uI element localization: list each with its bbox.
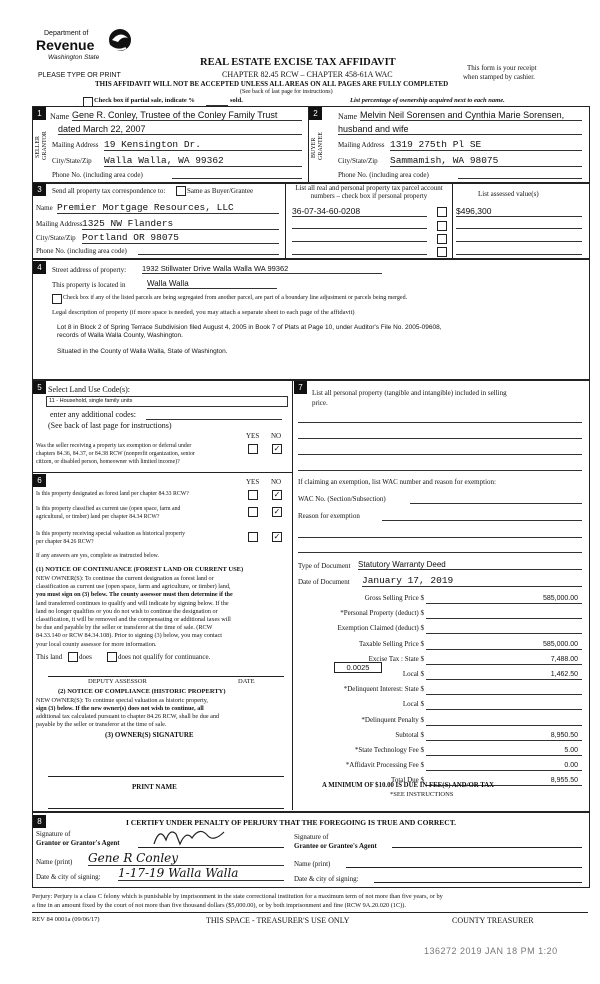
corr-name-field[interactable]: Premier Mortgage Resources, LLC xyxy=(57,202,279,214)
grantor-date-city-field[interactable]: 1-17-19 Walla Walla xyxy=(118,866,284,881)
current-use-yes-checkbox[interactable] xyxy=(248,507,258,517)
tax-row-label: Excise Tax : State $ xyxy=(368,654,424,663)
section-8-number: 8 xyxy=(33,815,46,828)
tax-row-value-field[interactable] xyxy=(426,717,582,726)
treasurer-use-label: THIS SPACE - TREASURER'S USE ONLY xyxy=(206,916,350,925)
print-name-label: PRINT NAME xyxy=(132,783,177,791)
section-1-number: 1 xyxy=(33,107,46,120)
dept-line2: Revenue xyxy=(36,37,95,53)
grantee-signature-label: Signature of Grantee or Grantee's Agent xyxy=(294,833,377,850)
dor-logo xyxy=(36,26,136,66)
same-as-buyer-checkbox[interactable] xyxy=(176,186,186,196)
deputy-assessor-line[interactable] xyxy=(48,676,284,677)
exemption-reason-field[interactable] xyxy=(382,513,582,521)
tax-row-label: Subtotal $ xyxy=(395,730,424,739)
land-does-not-checkbox[interactable] xyxy=(107,652,117,662)
section6-yes-header: YES xyxy=(246,478,260,486)
grantor-side-label: GRANTOR xyxy=(42,131,48,160)
current-use-question: Is this property classified as current use (open space, farm and agricultural, or timber) land per chapter 84.34 RCW? xyxy=(36,506,181,520)
legal-description-line2: records of Walla Walla County, Washington. xyxy=(57,332,183,339)
tax-row-label: *Personal Property (deduct) $ xyxy=(340,609,424,618)
section-3-number: 3 xyxy=(33,183,46,196)
grantee-date-city-label: Date & city of signing: xyxy=(294,875,359,883)
exemption-yes-checkbox[interactable] xyxy=(248,444,258,454)
buyer-phone-field[interactable] xyxy=(458,170,582,179)
tax-row-value: 8,950.50 xyxy=(550,731,578,739)
grantee-name-print-label: Name (print) xyxy=(294,860,331,868)
grantor-signature-mark xyxy=(150,822,230,848)
see-back-note: (See back of last page for instructions) xyxy=(240,89,333,95)
parcel-personal-checkbox-2[interactable] xyxy=(437,221,447,231)
buyer-name-label: Name xyxy=(338,112,358,121)
parcel-number-field[interactable]: 36-07-34-60-0208 xyxy=(292,206,427,217)
exemption-question: Was the seller receiving a property tax exemption or deferral under chapters 84.36, 84.37, or 84.38 RCW (nonprofit organization, senior citizen, or disabled person, homeowner with limited income)? xyxy=(36,443,195,465)
personal-property-line3[interactable] xyxy=(298,448,582,455)
not-accepted-note: THIS AFFIDAVIT WILL NOT BE ACCEPTED UNLESS ALL AREAS ON ALL PAGES ARE FULLY COMPLETED xyxy=(95,80,449,88)
personal-property-line4[interactable] xyxy=(298,464,582,471)
send-correspondence-label: Send all property tax correspondence to: xyxy=(52,187,166,195)
wac-label: WAC No. (Section/Subsection) xyxy=(298,495,386,503)
legal-description-label: Legal description of property (if more space is needed, you may attach a separate sheet to each page of the affidavit) xyxy=(52,309,355,316)
parcel-number-field-2[interactable] xyxy=(292,220,427,229)
ownership-note: List percentage of ownership acquired next to each name. xyxy=(350,97,505,104)
historic-yes-checkbox[interactable] xyxy=(248,532,258,542)
tax-row-value: 585,000.00 xyxy=(542,640,578,648)
personal-property-line1[interactable] xyxy=(298,416,582,423)
please-type: PLEASE TYPE OR PRINT xyxy=(38,72,121,79)
notice-continuance-title: (1) NOTICE OF CONTINUANCE (FOREST LAND OR CURRENT USE) xyxy=(36,566,244,573)
forest-no-checkbox[interactable]: ✓ xyxy=(273,490,281,499)
tax-row-label: *Delinquent Penalty $ xyxy=(361,715,424,724)
notice-continuance-body: NEW OWNER(S): To continue the current designation as forest land or classification as current use (open space, farm and agriculture, or timber) land, you must sign on (3) below. The county assessor must then determine if the land transferred continues to qualify and will indicate by signing below. If the land no longer qualifies or you do not wish to continue the designation or classification, it will be removed and the compensating or additional taxes will be due and payable by the seller or transferor at the time of sale. (RCW 84.33.140 or RCW 84.34.108). Prior to signing (3) below, you may contact your local county assessor for more information. xyxy=(36,575,233,648)
tax-row-value-field[interactable] xyxy=(426,701,582,710)
local-rate-field[interactable]: 0.0025 xyxy=(334,662,382,673)
segregated-checkbox[interactable] xyxy=(52,294,62,304)
tax-row-value: 1,462.50 xyxy=(550,671,578,678)
buyer-mailing-field[interactable]: 1319 275th Pl SE xyxy=(390,139,582,151)
tax-row-label: Exemption Claimed (deduct) $ xyxy=(337,624,424,633)
land-does-not-label: does not qualify for continuance. xyxy=(118,653,211,661)
rev-number: REV 84 0001a (09/06/17) xyxy=(32,916,100,923)
section5-see-back: (See back of last page for instructions) xyxy=(48,421,172,430)
certify-statement: I CERTIFY UNDER PENALTY OF PERJURY THAT THE FOREGOING IS TRUE AND CORRECT. xyxy=(126,818,457,827)
form-title: REAL ESTATE EXCISE TAX AFFIDAVIT xyxy=(200,57,396,68)
seller-phone-field[interactable] xyxy=(172,170,302,179)
corr-name-label: Name xyxy=(36,204,53,212)
assessed-value-field[interactable]: $496,300 xyxy=(456,206,582,217)
tax-row-label: Gross Selling Price $ xyxy=(364,594,424,602)
tax-row-value-field[interactable] xyxy=(426,625,582,634)
deputy-assessor-label: DEPUTY ASSESSOR xyxy=(88,678,147,685)
dept-line3: Washington State xyxy=(48,54,100,61)
buyer-mailing-label: Mailing Address xyxy=(338,141,385,149)
parcel-personal-checkbox-3[interactable] xyxy=(437,234,447,244)
tax-row-value-field[interactable] xyxy=(426,610,582,619)
this-land-label: This land xyxy=(36,653,63,661)
grantor-date-city-label: Date & city of signing: xyxy=(36,873,101,881)
form-chapter: CHAPTER 82.45 RCW – CHAPTER 458-61A WAC xyxy=(222,70,393,79)
tax-row-label: *State Technology Fee $ xyxy=(354,746,424,754)
parcel-personal-checkbox-4[interactable] xyxy=(437,247,447,257)
seller-mailing-field[interactable]: 19 Kensington Dr. xyxy=(104,139,302,151)
notice-compliance-body: NEW OWNER(S): To continue special valuation as historic property, sign (3) below. If the new owner(s) does not wish to continue, all additional tax calculated pursuant to chapter 84.26 RCW, shall be due and payable by the seller or transferor at the time of sale. xyxy=(36,697,220,728)
current-use-no-checkbox[interactable]: ✓ xyxy=(273,507,281,516)
section6-no-header: NO xyxy=(271,478,282,486)
exemption-claim-note: If claiming an exemption, list WAC number and reason for exemption: xyxy=(298,478,496,486)
print-name-line[interactable] xyxy=(48,808,284,809)
seller-city-field[interactable]: Walla Walla, WA 99362 xyxy=(104,155,302,167)
land-does-checkbox[interactable] xyxy=(68,652,78,662)
section5-yes-header: YES xyxy=(246,432,260,440)
see-instructions-note: *SEE INSTRUCTIONS xyxy=(390,791,454,798)
historic-question: Is this property receiving special valuation as historical property per chapter 84.26 RCW? xyxy=(36,531,186,545)
notice-compliance-title: (2) NOTICE OF COMPLIANCE (HISTORIC PROPERTY) xyxy=(58,688,226,695)
section-7-number: 7 xyxy=(294,381,307,394)
tax-row-value: 8,955.50 xyxy=(550,777,578,785)
exemption-reason-line3[interactable] xyxy=(298,546,582,553)
seller-phone-label: Phone No. (including area code) xyxy=(52,171,143,179)
grantee-date-city-field[interactable] xyxy=(374,882,582,883)
exemption-reason-label: Reason for exemption xyxy=(298,512,360,520)
exemption-reason-line2[interactable] xyxy=(298,531,582,538)
owner-signature-title: (3) OWNER(S) SIGNATURE xyxy=(105,731,194,739)
tax-row-value: 585,000.00 xyxy=(542,595,578,602)
tax-row-label: *Affidavit Processing Fee $ xyxy=(345,761,424,770)
grantee-side-label: GRANTEE xyxy=(318,132,324,160)
parcel-number-field-4[interactable] xyxy=(292,246,427,255)
corr-phone-field[interactable] xyxy=(138,246,279,255)
personal-property-line2[interactable] xyxy=(298,432,582,439)
buyer-name-field[interactable]: Melvin Neil Sorensen and Cynthia Marie Sorensen, xyxy=(360,110,582,121)
doc-type-field[interactable]: Statutory Warranty Deed xyxy=(358,560,582,570)
corr-city-field[interactable]: Portland OR 98075 xyxy=(82,232,279,244)
receipt-stamp: 136272 2019 JAN 18 PM 1:20 xyxy=(424,946,558,956)
minimum-due-note: A MINIMUM OF $10.00 IS DUE IN FEE(S) AND/OR TAX xyxy=(322,782,495,789)
tax-row-value: 0.00 xyxy=(564,762,578,770)
parcel-personal-checkbox-1[interactable] xyxy=(437,207,447,217)
doc-type-label: Type of Document xyxy=(298,562,351,570)
tax-row-label: Local $ xyxy=(402,670,424,678)
grantee-name-print-field[interactable] xyxy=(346,867,582,868)
dept-line1: Department of xyxy=(44,30,89,37)
section-4-box xyxy=(32,258,590,380)
wac-field[interactable] xyxy=(410,496,582,504)
seller-mailing-label: Mailing Address xyxy=(52,141,99,149)
section-2-number: 2 xyxy=(309,107,322,120)
tax-row-label: Total Due $ xyxy=(391,776,424,785)
segregated-note: Check box if any of the listed parcels are being segregated from another parcel, are part of a boundary line adjustment or parcels being merged. xyxy=(63,295,408,301)
assessed-value-field-3[interactable] xyxy=(456,233,582,242)
street-address-label: Street address of property: xyxy=(52,266,127,274)
buyer-side-label: BUYER xyxy=(311,137,317,158)
corr-mailing-field[interactable]: 1325 NW Flanders xyxy=(82,218,279,230)
seller-side-label: SELLER xyxy=(35,136,41,158)
corr-city-label: City/State/Zip xyxy=(36,234,76,242)
additional-codes-field[interactable] xyxy=(146,411,282,420)
receipt-note2: when stamped by cashier. xyxy=(463,73,535,81)
buyer-name-line2[interactable]: husband and wife xyxy=(338,124,582,135)
grantor-name-print-field[interactable]: Gene R Conley xyxy=(88,851,284,866)
corr-mailing-label: Mailing Address xyxy=(36,220,83,228)
corr-phone-label: Phone No. (including area code) xyxy=(36,247,127,255)
parcel-list-header: List all real and personal property tax parcel account numbers – check box if personal property xyxy=(295,184,443,200)
forest-land-question: Is this property designated as forest land per chapter 84.33 RCW? xyxy=(36,491,189,497)
perjury-note: Perjury: Perjury is a class C felony which is punishable by imprisonment in the state correctional institution for a maximum term of not more than five years, or by a fine in an amount fixed by the court of not more than five thousand dollars ($5,000.00), or by both imprisonment and fine (RCW 9A.20.020 (1C)). xyxy=(32,893,443,909)
historic-no-checkbox[interactable]: ✓ xyxy=(273,532,281,541)
seller-name-field[interactable]: Gene R. Conley, Trustee of the Conley Family Trust xyxy=(72,110,302,121)
section-5-number: 5 xyxy=(33,381,46,394)
street-address-field[interactable]: 1932 Stillwater Drive Walla Walla WA 99362 xyxy=(142,264,382,274)
tax-row-value: 5.00 xyxy=(564,747,578,754)
parcel-number-field-3[interactable] xyxy=(292,233,427,242)
partial-sale-label: Check box if partial sale, indicate % xyxy=(94,97,195,104)
if-yes-note: If any answers are yes, complete as instructed below. xyxy=(36,553,159,559)
forest-yes-checkbox[interactable] xyxy=(248,490,258,500)
located-in-field[interactable]: Walla Walla xyxy=(147,279,277,289)
situated-note: Situated in the County of Walla Walla, State of Washington. xyxy=(57,348,228,355)
deputy-date-label: DATE xyxy=(238,678,255,685)
tax-row-label: Local $ xyxy=(402,700,424,709)
seller-city-label: City/State/Zip xyxy=(52,157,92,165)
section-6-number: 6 xyxy=(33,474,46,487)
receipt-note1: This form is your receipt xyxy=(467,64,537,72)
sold-label: sold. xyxy=(230,97,243,104)
tax-row-value: 7,488.00 xyxy=(550,655,578,663)
legal-description-line1: Lot 8 in Block 2 of Spring Terrace Subdivision filed August 4, 2005 in Book 7 of Plats at Page 10, under Auditor's File No. 2005-09608, xyxy=(57,324,442,331)
section-4-number: 4 xyxy=(33,261,46,274)
same-as-buyer-label: Same as Buyer/Grantee xyxy=(187,187,254,195)
doc-date-label: Date of Document xyxy=(298,578,350,586)
seller-name-line2[interactable]: dated March 22, 2007 xyxy=(58,124,302,135)
tax-row-label: Taxable Selling Price $ xyxy=(358,639,424,648)
section5-no-header: NO xyxy=(271,432,282,440)
land-use-select[interactable]: 11 - Household, single family units xyxy=(46,396,288,407)
land-use-label: Select Land Use Code(s): xyxy=(48,385,130,394)
partial-sale-percent-field[interactable] xyxy=(206,98,228,106)
buyer-city-label: City/State/Zip xyxy=(338,157,378,165)
additional-codes-label: enter any additional codes: xyxy=(50,410,136,419)
exemption-no-checkbox[interactable]: ✓ xyxy=(273,444,281,453)
buyer-phone-label: Phone No. (including area code) xyxy=(338,171,429,179)
grantee-signature-line[interactable] xyxy=(392,847,582,848)
tax-row-value-field[interactable] xyxy=(426,686,582,695)
land-does-label: does xyxy=(79,653,92,661)
grantor-name-print-label: Name (print) xyxy=(36,858,73,866)
seller-name-label: Name xyxy=(50,112,70,121)
doc-date-field[interactable]: January 17, 2019 xyxy=(362,575,582,587)
assessed-header: List assessed value(s) xyxy=(478,190,539,198)
located-in-label: This property is located in xyxy=(52,281,126,289)
buyer-city-field[interactable]: Sammamish, WA 98075 xyxy=(390,155,582,167)
grantor-signature-label: Signature of Grantor or Grantor's Agent xyxy=(36,830,120,847)
assessed-value-field-2[interactable] xyxy=(456,220,582,229)
owner-signature-line[interactable] xyxy=(48,776,284,777)
assessed-value-field-4[interactable] xyxy=(456,246,582,255)
county-treasurer-label: COUNTY TREASURER xyxy=(452,916,534,925)
personal-property-note: List all personal property (tangible and intangible) included in selling price. xyxy=(312,389,507,407)
tax-row-label: *Delinquent Interest: State $ xyxy=(343,685,424,694)
